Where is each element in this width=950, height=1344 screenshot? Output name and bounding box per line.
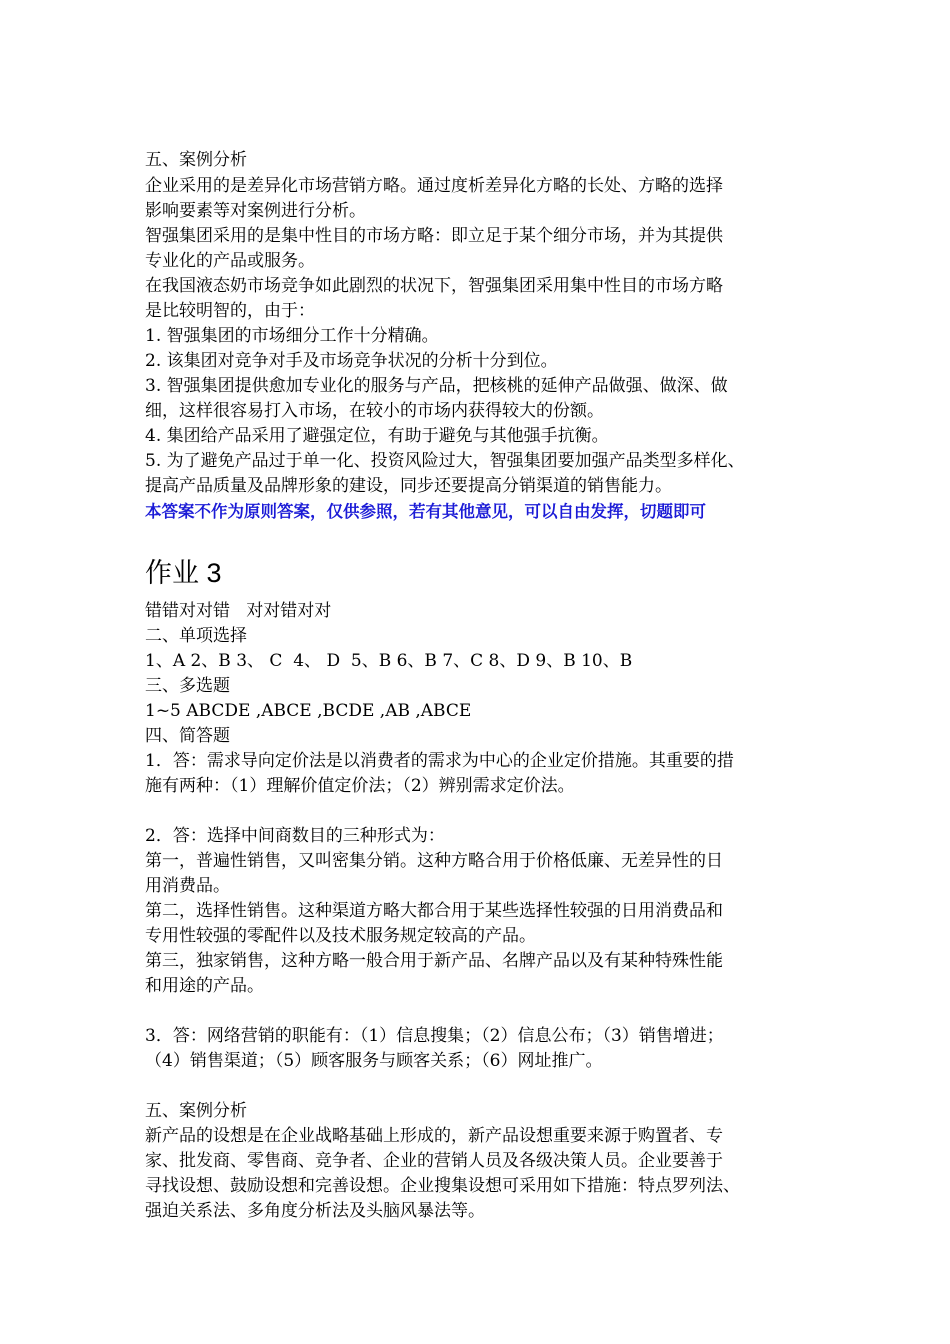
list-item: 2. 该集团对竞争对手及市场竞争状况的分析十分到位。 [145,351,558,371]
section-heading-short-answer: 四、简答题 [145,726,230,746]
paragraph-line: （4）销售渠道；（5）顾客服务与顾客关系；（6）网址推广。 [145,1051,603,1071]
paragraph-line: 用消费品。 [145,876,230,896]
section-heading-case-analysis: 五、案例分析 [145,150,247,170]
list-item-continuation: 提高产品质量及品牌形象的建设，同步还要提高分销渠道的销售能力。 [145,476,672,496]
section-heading-single-choice: 二、单项选择 [145,626,247,646]
paragraph-line: 施有两种：（1）理解价值定价法；（2）辨别需求定价法。 [145,776,575,796]
paragraph-line: 第三，独家销售，这种方略一般合用于新产品、名牌产品以及有某种特殊性能 [145,951,723,971]
paragraph-line: 寻找设想、鼓励设想和完善设想。企业搜集设想可采用如下措施：特点罗列法、 [145,1176,740,1196]
answer-disclaimer-note: 本答案不作为原则答案，仅供参照，若有其他意见，可以自由发挥，切题即可 [145,502,706,521]
paragraph-line: 3．答：网络营销的职能有：（1）信息搜集；（2）信息公布；（3）销售增进； [145,1026,724,1046]
single-choice-answers: 1、A 2、B 3、 C 4、 D 5、B 6、B 7、C 8、D 9、B 10、B [145,651,633,671]
paragraph-line: 专用性较强的零配件以及技术服务规定较高的产品。 [145,926,536,946]
list-item: 4. 集团给产品采用了避强定位，有助于避免与其他强手抗衡。 [145,426,609,446]
section-heading-case-analysis: 五、案例分析 [145,1101,247,1121]
paragraph-line: 在我国液态奶市场竞争如此剧烈的状况下，智强集团采用集中性目的市场方略 [145,276,723,296]
multi-choice-answers: 1~5 ABCDE ,ABCE ,BCDE ,AB ,ABCE [145,701,472,721]
paragraph-line: 专业化的产品或服务。 [145,251,315,271]
list-item: 1. 智强集团的市场细分工作十分精确。 [145,326,439,346]
paragraph-line: 影响要素等对案例进行分析。 [145,201,366,221]
paragraph-line: 是比较明智的，由于： [145,301,315,321]
paragraph-line: 企业采用的是差异化市场营销方略。通过度析差异化方略的长处、方略的选择 [145,176,723,196]
assignment-title: 作业 3 [145,558,222,588]
list-item-continuation: 细，这样很容易打入市场，在较小的市场内获得较大的份额。 [145,401,604,421]
section-heading-multi-choice: 三、多选题 [145,676,230,696]
paragraph-line: 2．答：选择中间商数目的三种形式为： [145,826,445,846]
true-false-answers: 错错对对错 对对错对对 [145,601,332,621]
paragraph-line: 1．答：需求导向定价法是以消费者的需求为中心的企业定价措施。其重要的措 [145,751,734,771]
paragraph-line: 新产品的设想是在企业战略基础上形成的，新产品设想重要来源于购置者、专 [145,1126,723,1146]
paragraph-line: 第二，选择性销售。这种渠道方略大都合用于某些选择性较强的日用消费品和 [145,901,723,921]
paragraph-line: 家、批发商、零售商、竞争者、企业的营销人员及各级决策人员。企业要善于 [145,1151,723,1171]
paragraph-line: 强迫关系法、多角度分析法及头脑风暴法等。 [145,1201,485,1221]
list-item: 3. 智强集团提供愈加专业化的服务与产品，把核桃的延伸产品做强、做深、做 [145,376,728,396]
paragraph-line: 第一，普遍性销售，又叫密集分销。这种方略合用于价格低廉、无差异性的日 [145,851,723,871]
list-item: 5. 为了避免产品过于单一化、投资风险过大，智强集团要加强产品类型多样化、 [145,451,745,471]
paragraph-line: 和用途的产品。 [145,976,264,996]
paragraph-line: 智强集团采用的是集中性目的市场方略：即立足于某个细分市场，并为其提供 [145,226,723,246]
